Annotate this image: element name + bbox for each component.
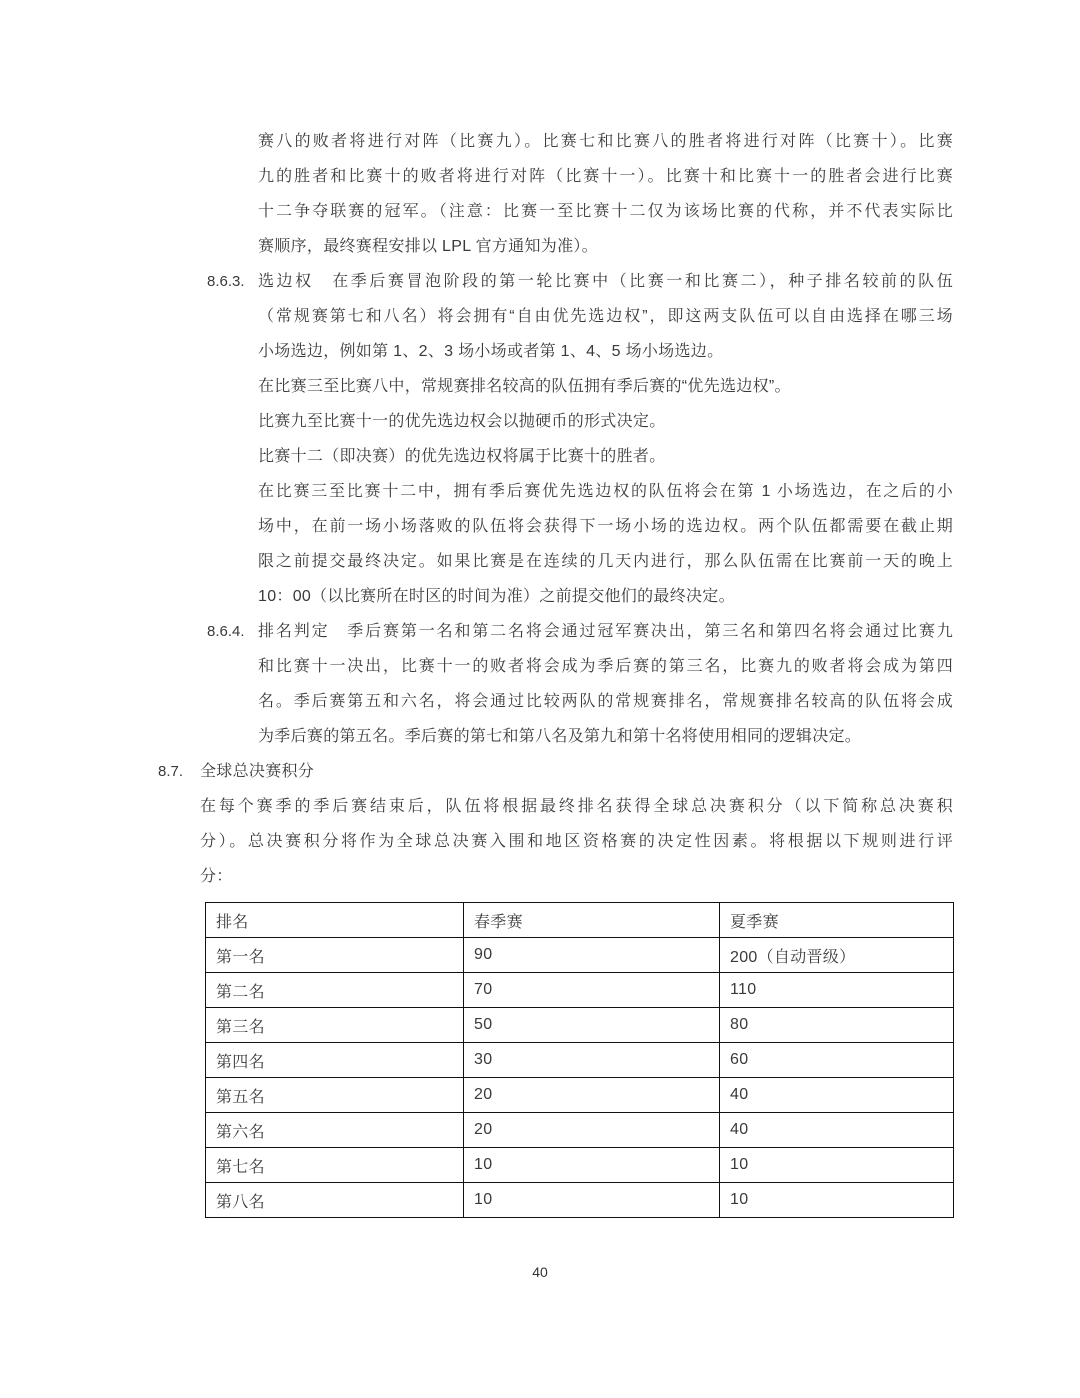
rank-cell: 第二名 bbox=[206, 973, 464, 1008]
paragraph-line: 九的胜者和比赛十的败者将进行对阵（比赛十一）。比赛十和比赛十一的胜者会进行比赛 bbox=[258, 168, 953, 185]
summer-points-cell: 10 bbox=[720, 1183, 954, 1218]
rank-header: 排名 bbox=[206, 903, 464, 938]
section-line: 分： bbox=[200, 868, 233, 885]
rank-cell: 第五名 bbox=[206, 1078, 464, 1113]
spring-points-cell: 70 bbox=[464, 973, 720, 1008]
paragraph-line: 十二争夺联赛的冠军。（注意：比赛一至比赛十二仅为该场比赛的代称，并不代表实际比 bbox=[258, 203, 953, 220]
section-line: 在比赛三至比赛八中，常规赛排名较高的队伍拥有季后赛的“优先选边权”。 bbox=[258, 378, 791, 395]
section-line: 为季后赛的第五名。季后赛的第七和第八名及第九和第十名将使用相同的逻辑决定。 bbox=[258, 728, 862, 745]
section-8-6-4 bbox=[207, 614, 953, 754]
section-line: 名。季后赛第五和六名，将会通过比较两队的常规赛排名，常规赛排名较高的队伍将会成 bbox=[258, 693, 953, 710]
section-number: 8.7. bbox=[158, 763, 184, 780]
rank-cell: 第七名 bbox=[206, 1148, 464, 1183]
paragraph-continuation bbox=[258, 124, 953, 264]
summer-points-cell: 40 bbox=[720, 1078, 954, 1113]
section-8-6-3 bbox=[207, 264, 953, 614]
table-row bbox=[206, 1148, 954, 1183]
table-row bbox=[206, 1043, 954, 1078]
section-title: 全球总决赛积分 bbox=[200, 763, 315, 780]
rank-cell: 第一名 bbox=[206, 938, 464, 973]
summer-points-cell: 200（自动晋级） bbox=[720, 938, 954, 973]
rank-cell: 第八名 bbox=[206, 1183, 464, 1218]
summer-points-cell: 60 bbox=[720, 1043, 954, 1078]
section-line: 在每个赛季的季后赛结束后，队伍将根据最终排名获得全球总决赛积分（以下简称总决赛积 bbox=[200, 798, 953, 815]
section-number: 8.6.4. bbox=[207, 623, 245, 640]
section-line: 和比赛十一决出，比赛十一的败者将会成为季后赛的第三名，比赛九的败者将会成为第四 bbox=[258, 658, 953, 675]
summer-points-cell: 10 bbox=[720, 1148, 954, 1183]
page-number: 40 bbox=[532, 1264, 548, 1280]
spring-points-cell: 90 bbox=[464, 938, 720, 973]
section-line: 比赛九至比赛十一的优先选边权会以抛硬币的形式决定。 bbox=[258, 413, 666, 430]
table-row bbox=[206, 1183, 954, 1218]
section-line: 比赛十二（即决赛）的优先选边权将属于比赛十的胜者。 bbox=[258, 448, 666, 465]
section-line: 选边权 在季后赛冒泡阶段的第一轮比赛中（比赛一和比赛二），种子排名较前的队伍 bbox=[258, 273, 953, 290]
table-row bbox=[206, 1078, 954, 1113]
rank-cell: 第三名 bbox=[206, 1008, 464, 1043]
table-row bbox=[206, 1113, 954, 1148]
spring-points-cell: 30 bbox=[464, 1043, 720, 1078]
section-line: 排名判定 季后赛第一名和第二名将会通过冠军赛决出，第三名和第四名将会通过比赛九 bbox=[258, 623, 953, 640]
spring-points-cell: 50 bbox=[464, 1008, 720, 1043]
summer-header: 夏季赛 bbox=[720, 903, 954, 938]
section-line: 限之前提交最终决定。如果比赛是在连续的几天内进行，那么队伍需在比赛前一天的晚上 bbox=[258, 553, 953, 570]
section-line: 10：00（以比赛所在时区的时间为准）之前提交他们的最终决定。 bbox=[258, 588, 735, 605]
summer-points-cell: 40 bbox=[720, 1113, 954, 1148]
summer-points-cell: 80 bbox=[720, 1008, 954, 1043]
worlds-points-table bbox=[205, 902, 954, 1218]
section-line: 分）。总决赛积分将作为全球总决赛入围和地区资格赛的决定性因素。将根据以下规则进行评 bbox=[200, 833, 953, 850]
spring-points-cell: 20 bbox=[464, 1078, 720, 1113]
section-line: （常规赛第七和八名）将会拥有“自由优先选边权”，即这两支队伍可以自由选择在哪三场 bbox=[258, 308, 953, 325]
table-row bbox=[206, 973, 954, 1008]
summer-points-cell: 110 bbox=[720, 973, 954, 1008]
table-header-row bbox=[206, 903, 954, 938]
spring-points-cell: 10 bbox=[464, 1148, 720, 1183]
spring-points-cell: 10 bbox=[464, 1183, 720, 1218]
section-line: 场中，在前一场小场落败的队伍将会获得下一场小场的选边权。两个队伍都需要在截止期 bbox=[258, 518, 953, 535]
paragraph-line: 赛八的败者将进行对阵（比赛九）。比赛七和比赛八的胜者将进行对阵（比赛十）。比赛 bbox=[258, 133, 953, 150]
section-number: 8.6.3. bbox=[207, 273, 245, 290]
spring-points-cell: 20 bbox=[464, 1113, 720, 1148]
paragraph-line: 赛顺序，最终赛程安排以 LPL 官方通知为准）。 bbox=[258, 238, 598, 255]
section-8-7 bbox=[158, 754, 953, 894]
section-line: 在比赛三至比赛十二中，拥有季后赛优先选边权的队伍将会在第 1 小场选边，在之后的小 bbox=[258, 483, 953, 500]
table-row bbox=[206, 1008, 954, 1043]
spring-header: 春季赛 bbox=[464, 903, 720, 938]
section-line: 小场选边，例如第 1、2、3 场小场或者第 1、4、5 场小场选边。 bbox=[258, 343, 724, 360]
table-row bbox=[206, 938, 954, 973]
rank-cell: 第四名 bbox=[206, 1043, 464, 1078]
rank-cell: 第六名 bbox=[206, 1113, 464, 1148]
